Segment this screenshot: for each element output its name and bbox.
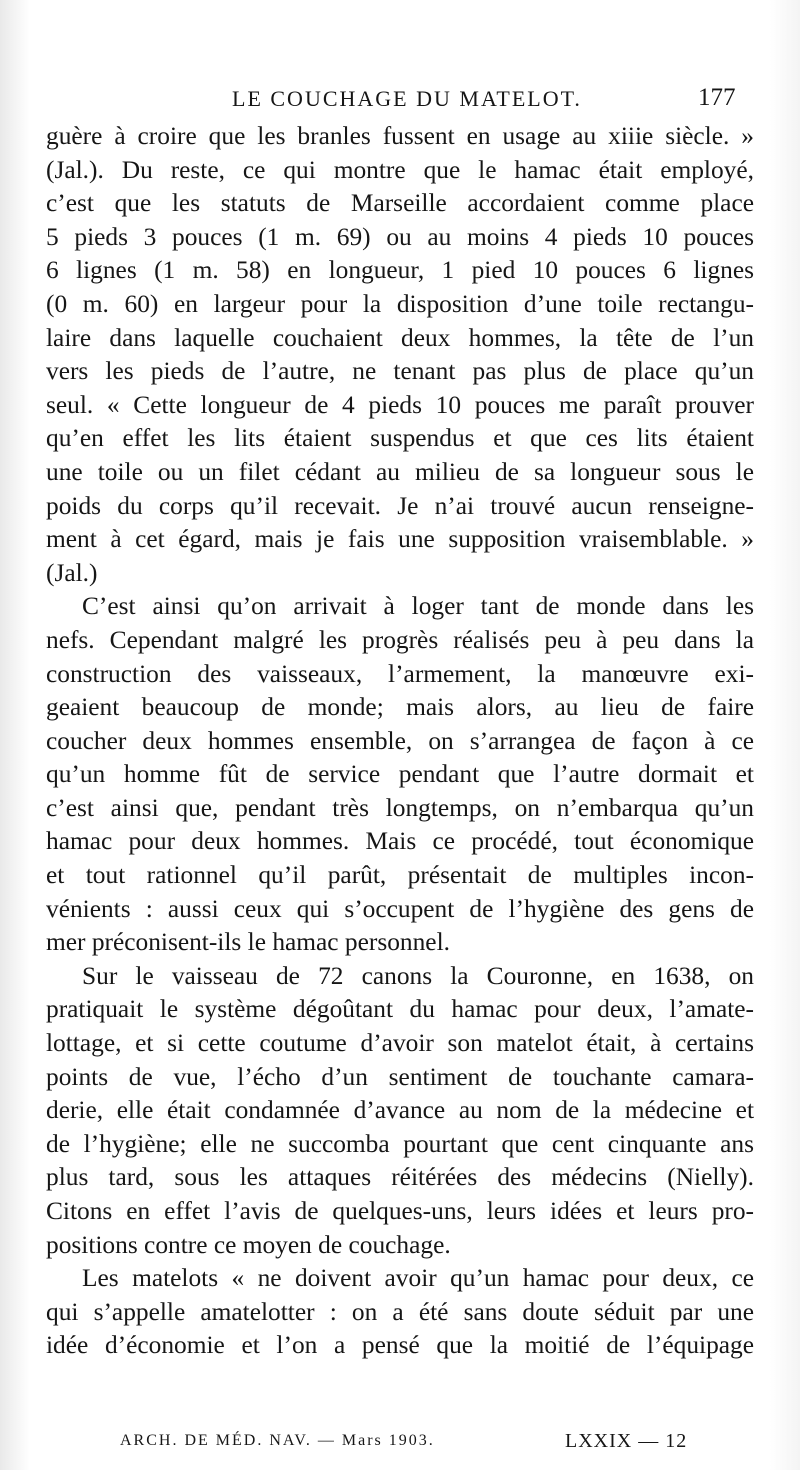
text-line: derie, elle était condamnée d’avance au nom de la médecine et bbox=[46, 1096, 754, 1125]
text-line: laire dans laquelle couchaient deux hommes, la tête de l’un bbox=[46, 323, 754, 352]
text-line: c’est que les statuts de Marseille accordaient comme place bbox=[46, 189, 754, 218]
text-line: plus tard, sous les attaques réitérées des médecins (Nielly). bbox=[46, 1163, 754, 1192]
text-line: 6 lignes (1 m. 58) en longueur, 1 pied 10 pouces 6 lignes bbox=[46, 256, 754, 285]
text-line: vénients : aussi ceux qui s’occupent de l’hygiène des gens de bbox=[46, 894, 754, 923]
text-line: Les matelots « ne doivent avoir qu’un hamac pour deux, ce bbox=[82, 1264, 754, 1293]
text-line: mer préconisent-ils le hamac personnel. bbox=[46, 928, 450, 957]
text-line: qu’en effet les lits étaient suspendus et que ces lits étaient bbox=[46, 424, 754, 453]
volume-signature: LXXIX — 12 bbox=[565, 1430, 688, 1452]
text-line: (Jal.) bbox=[46, 558, 98, 587]
text-line: pratiquait le système dégoûtant du hamac pour deux, l’amate- bbox=[46, 995, 754, 1024]
body-text bbox=[46, 120, 754, 1363]
text-line: construction des vaisseaux, l’armement, la manœuvre exi- bbox=[46, 659, 754, 688]
page-header bbox=[0, 82, 800, 118]
text-line: de l’hygiène; elle ne succomba pourtant que cent cinquante ans bbox=[46, 1129, 754, 1158]
text-line: guère à croire que les branles fussent en usage au xiiie siècle. » bbox=[46, 122, 754, 150]
text-line: coucher deux hommes ensemble, on s’arrangea de façon à ce bbox=[46, 726, 754, 755]
text-line: Sur le vaisseau de 72 canons la Couronne, en 1638, on bbox=[82, 961, 754, 990]
text-line: qu’un homme fût de service pendant que l’autre dormait et bbox=[46, 760, 754, 789]
text-line: vers les pieds de l’autre, ne tenant pas plus de place qu’un bbox=[46, 357, 754, 386]
text-line: points de vue, l’écho d’un sentiment de touchante camara- bbox=[46, 1062, 754, 1091]
text-line: Citons en effet l’avis de quelques-uns, leurs idées et leurs pro- bbox=[46, 1197, 754, 1225]
journal-reference: ARCH. DE MÉD. NAV. — Mars 1903. bbox=[120, 1432, 435, 1449]
text-line: 5 pieds 3 pouces (1 m. 69) ou au moins 4 pieds 10 pouces bbox=[46, 222, 754, 251]
text-line: idée d’économie et l’on a pensé que la moitié de l’équipage bbox=[46, 1331, 754, 1360]
text-line: seul. « Cette longueur de 4 pieds 10 pouces me paraît prouver bbox=[46, 390, 754, 419]
page-number: 177 bbox=[698, 84, 736, 111]
text-line: qui s’appelle amatelotter : on a été sans doute séduit par une bbox=[46, 1297, 754, 1326]
text-line: une toile ou un filet cédant au milieu de sa longueur sous le bbox=[46, 457, 754, 486]
text-line: ment à cet égard, mais je fais une supposition vraisemblable. » bbox=[46, 525, 754, 554]
running-title: LE COUCHAGE DU MATELOT. bbox=[232, 86, 582, 111]
text-line: (Jal.). Du reste, ce qui montre que le hamac était employé, bbox=[46, 155, 754, 184]
text-line: et tout rationnel qu’il parût, présentait de multiples incon- bbox=[46, 861, 754, 890]
text-line: positions contre ce moyen de couchage. bbox=[46, 1230, 451, 1259]
text-line: (0 m. 60) en largeur pour la disposition d’une toile rectangu- bbox=[46, 289, 754, 318]
text-line: poids du corps qu’il recevait. Je n’ai trouvé aucun renseigne- bbox=[46, 491, 754, 520]
page-footer bbox=[0, 1430, 800, 1456]
text-line: c’est ainsi que, pendant très longtemps, on n’embarqua qu’un bbox=[46, 793, 754, 822]
text-line: hamac pour deux hommes. Mais ce procédé, tout économique bbox=[46, 827, 754, 856]
text-line: nefs. Cependant malgré les progrès réalisés peu à peu dans la bbox=[46, 625, 754, 654]
text-line: C’est ainsi qu’on arrivait à loger tant de monde dans les bbox=[82, 592, 754, 621]
text-line: lottage, et si cette coutume d’avoir son matelot était, à certains bbox=[46, 1029, 754, 1058]
text-line: geaient beaucoup de monde; mais alors, au lieu de faire bbox=[46, 693, 754, 722]
